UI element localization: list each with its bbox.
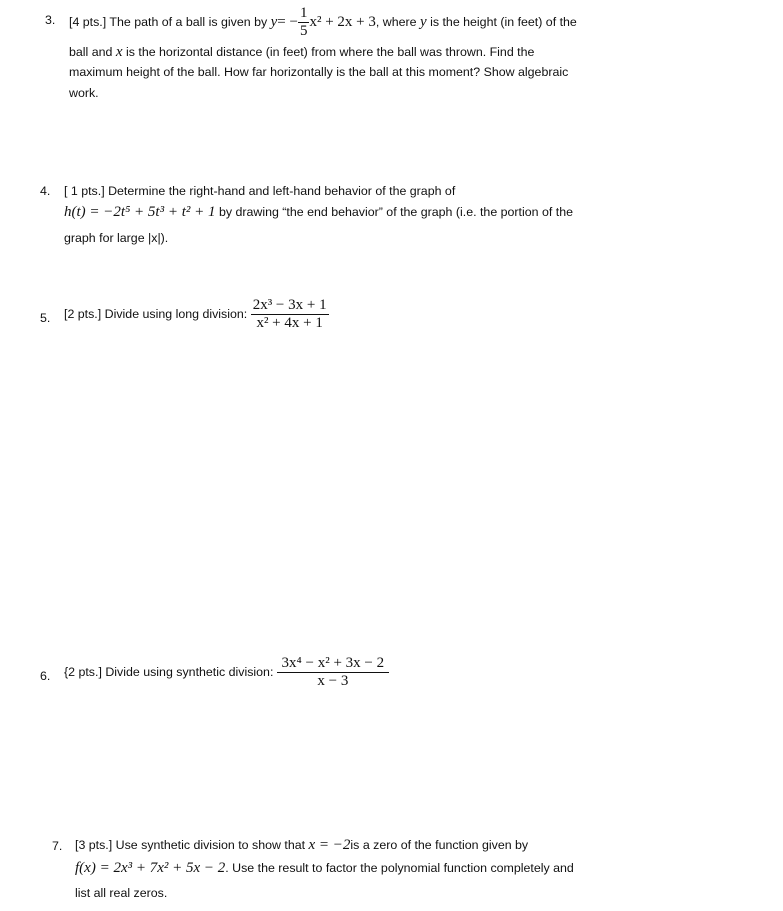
problem-5-number: 5. [40, 311, 51, 325]
problem-3-eq-lhs: y [270, 13, 278, 30]
problem-4-points: [ 1 pts.] [64, 184, 105, 198]
problem-4-number: 4. [40, 184, 51, 198]
problem-4-line-1 [64, 184, 455, 198]
problem-3-after-y: is the height (in feet) of the [430, 14, 577, 29]
problem-7-number: 7. [52, 839, 63, 853]
problem-7-line-1 [75, 837, 528, 854]
problem-3-frac-den: 5 [299, 23, 308, 39]
problem-6-text: Divide using synthetic division: [105, 664, 274, 679]
problem-5-points: [2 pts.] [64, 306, 102, 321]
problem-7-points: [3 pts.] [75, 838, 113, 852]
problem-7-line1-end: is a zero of the function given by [350, 838, 529, 852]
problem-3-eq-equals: = − [277, 13, 298, 30]
problem-3-intro: The path of a ball is given by [109, 14, 268, 29]
problem-3-mid: , where [375, 14, 417, 29]
problem-3-line-3: maximum height of the ball. How far horizontally is the ball at this moment? Show algebraic [69, 65, 569, 79]
problem-3-number: 3. [45, 13, 56, 27]
problem-7-line-2 [75, 860, 574, 877]
problem-4-line2-end: by drawing “the end behavior” of the graph (i.e. the portion of the [218, 205, 573, 219]
problem-6-denominator: x − 3 [277, 672, 389, 690]
problem-3-var-y: y [419, 13, 427, 30]
problem-4-function: h(t) = −2t⁵ + 5t³ + t² + 1 [64, 204, 216, 220]
problem-4-line-2 [64, 204, 573, 221]
problem-7-line2-end: . Use the result to factor the polynomial function completely and [225, 861, 574, 875]
problem-6-line [64, 655, 389, 690]
problem-3-line-1 [69, 5, 577, 40]
problem-5-numerator: 2x³ − 3x + 1 [252, 297, 327, 313]
problem-5-denominator: x² + 4x + 1 [251, 314, 329, 332]
problem-3-eq-rest: x² + 2x + 3 [309, 13, 376, 30]
problem-6-fraction [277, 655, 389, 690]
problem-3-frac-num: 1 [299, 5, 308, 21]
problem-6-numerator: 3x⁴ − x² + 3x − 2 [281, 655, 385, 671]
problem-4-line-3: graph for large |x|). [64, 231, 169, 245]
problem-5-line [64, 297, 329, 332]
problem-4-line1-text: Determine the right-hand and left-hand behavior of the graph of [108, 184, 456, 198]
problem-6-points: {2 pts.] [64, 664, 102, 679]
problem-7-line1-text: Use synthetic division to show that [115, 838, 306, 852]
problem-7-zero-expr: x = −2 [308, 837, 351, 853]
problem-3-line2-end: is the horizontal distance (in feet) from where the ball was thrown. Find the [125, 45, 535, 59]
problem-3-points: [4 pts.] [69, 14, 107, 29]
problem-5-fraction [251, 297, 329, 332]
problem-3-line-2 [69, 44, 534, 61]
problem-3-line-4: work. [69, 86, 99, 100]
problem-3-var-x: x [115, 44, 123, 60]
problem-5-text: Divide using long division: [104, 306, 248, 321]
problem-6-number: 6. [40, 669, 51, 683]
problem-3-line2-start: ball and [69, 45, 113, 59]
problem-7-line-3: list all real zeros. [75, 886, 168, 900]
problem-3-fraction [298, 5, 310, 40]
problem-7-function: f(x) = 2x³ + 7x² + 5x − 2 [75, 860, 226, 876]
